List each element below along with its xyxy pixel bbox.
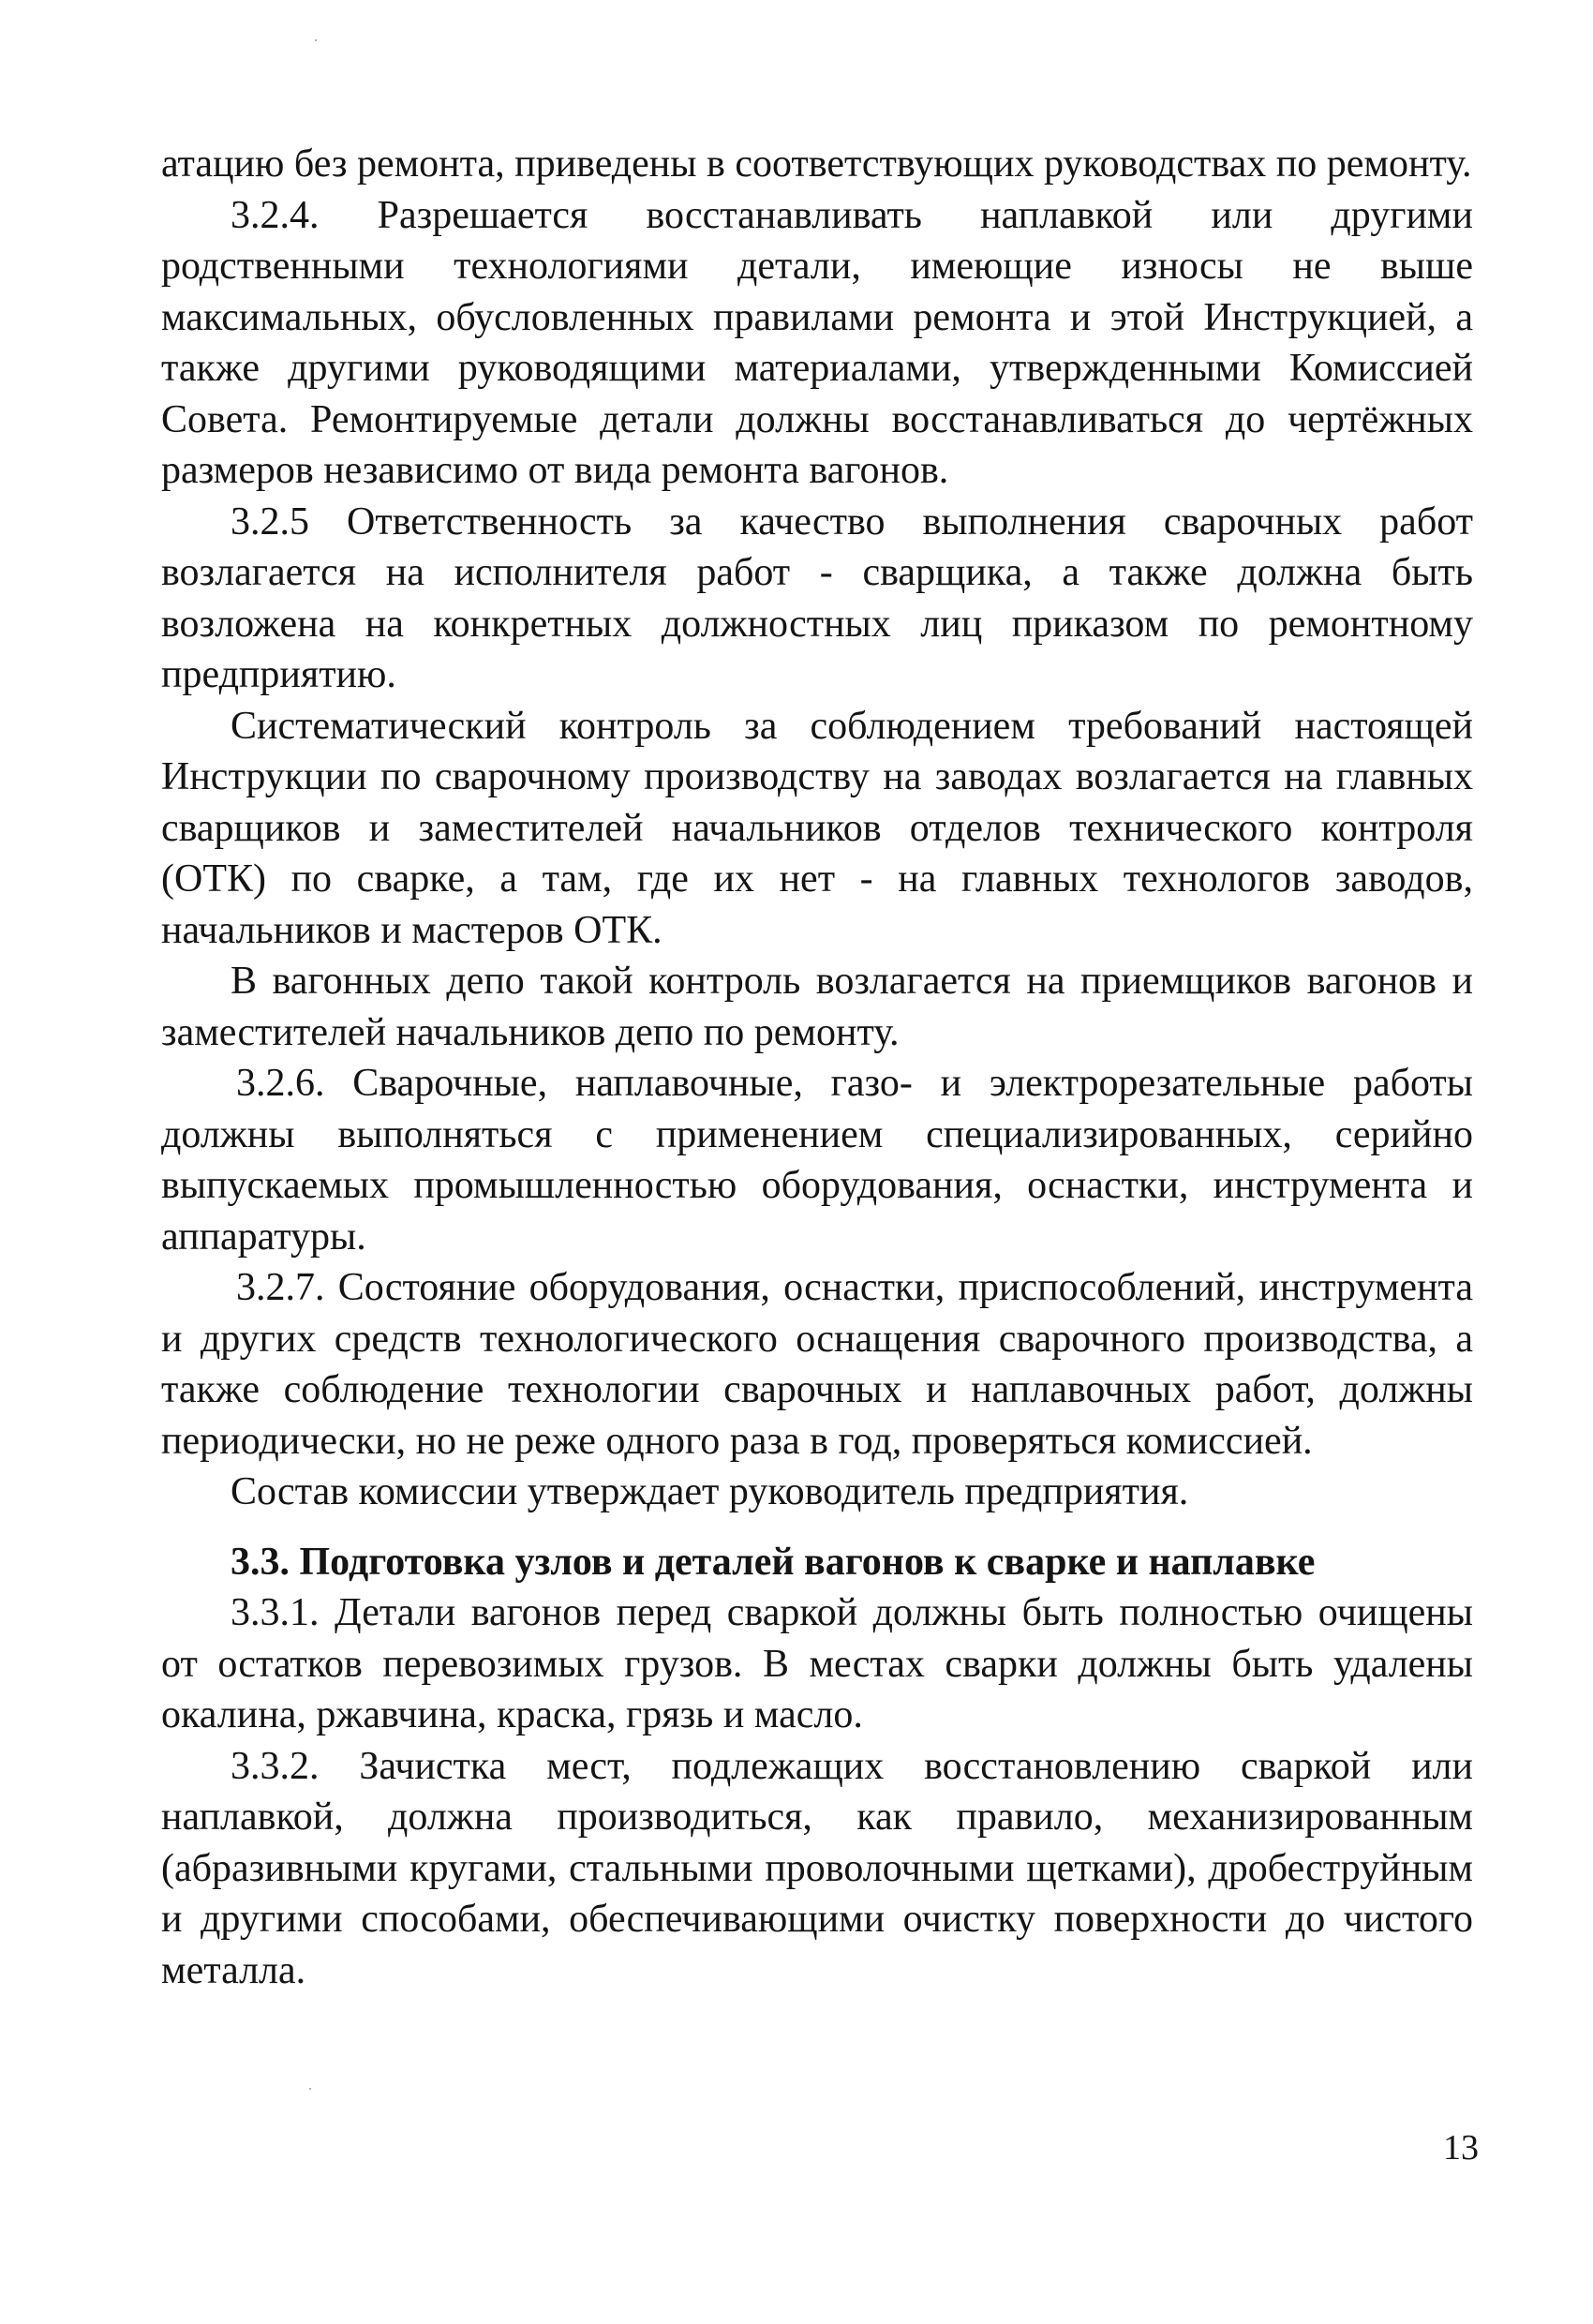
section-heading-3-3: 3.3. Подготовка узлов и деталей вагонов к сварке и наплавке — [231, 1540, 1316, 1584]
paragraph-depot-control: В вагонных депо такой контроль возлагается на приемщиков вагонов и заместителей начальников депо по ремонту. — [161, 960, 1473, 1054]
scan-speck — [309, 2088, 311, 2090]
paragraph-3-3-2: 3.3.2. Зачистка мест, подлежащих восстановлению сваркой или наплавкой, должна производиться, как правило, механизированным (абразивными кругами, стальными проволочными щетками), дробеструйным и другими способами, обеспечивающими очистку поверхности до чистого металла. — [161, 1744, 1473, 1992]
paragraph-3-2-5: 3.2.5 Ответственность за качество выполнения сварочных работ возлагается на исполнителя работ - сварщика, а также должна быть возложена на конкретных должностных лиц приказом по ремонтному предприятию. — [161, 499, 1473, 696]
paragraph-commission: Состав комиссии утверждает руководитель предприятия. — [231, 1470, 1189, 1513]
scan-speck — [315, 39, 317, 41]
paragraph-3-2-7: 3.2.7. Состояние оборудования, оснастки, приспособлений, инструмента и других средств технологического оснащения сварочного производства, а также соблюдение технологии сварочных и наплавочных работ, должны периодически, но не реже одного раза в год, проверяться комиссией. — [161, 1266, 1473, 1463]
paragraph-3-2-4: 3.2.4. Разрешается восстанавливать наплавкой или другими родственными технологиями детали, имеющие износы не выше максимальных, обусловленных правилами ремонта и этой Инструкцией, а также другими руководящими материалами, утвержденными Комиссией Совета. Ремонтируемые детали должны восстанавливаться до чертёжных размеров независимо от вида ремонта вагонов. — [161, 193, 1473, 492]
paragraph-continuation: атацию без ремонта, приведены в соответствующих руководствах по ремонту. — [161, 142, 1472, 186]
paragraph-systematic-control: Систематический контроль за соблюдением требований настоящей Инструкции по сварочному производству на заводах возлагается на главных сварщиков и заместителей начальников отделов технического контроля (ОТК) по сварке, а там, где их нет - на главных технологов заводов, начальников и мастеров ОТК. — [161, 704, 1473, 952]
page-number: 13 — [1443, 2128, 1479, 2168]
paragraph-3-2-6: 3.2.6. Сварочные, наплавочные, газо- и электрорезательные работы должны выполняться с применением специализированных, серийно выпускаемых промышленностью оборудования, оснастки, инструмента и аппаратуры. — [161, 1062, 1473, 1259]
paragraph-3-3-1: 3.3.1. Детали вагонов перед сваркой должны быть полностью очищены от остатков перевозимых грузов. В местах сварки должны быть удалены окалина, ржавчина, краска, грязь и масло. — [161, 1591, 1473, 1736]
document-page — [161, 139, 1473, 1996]
